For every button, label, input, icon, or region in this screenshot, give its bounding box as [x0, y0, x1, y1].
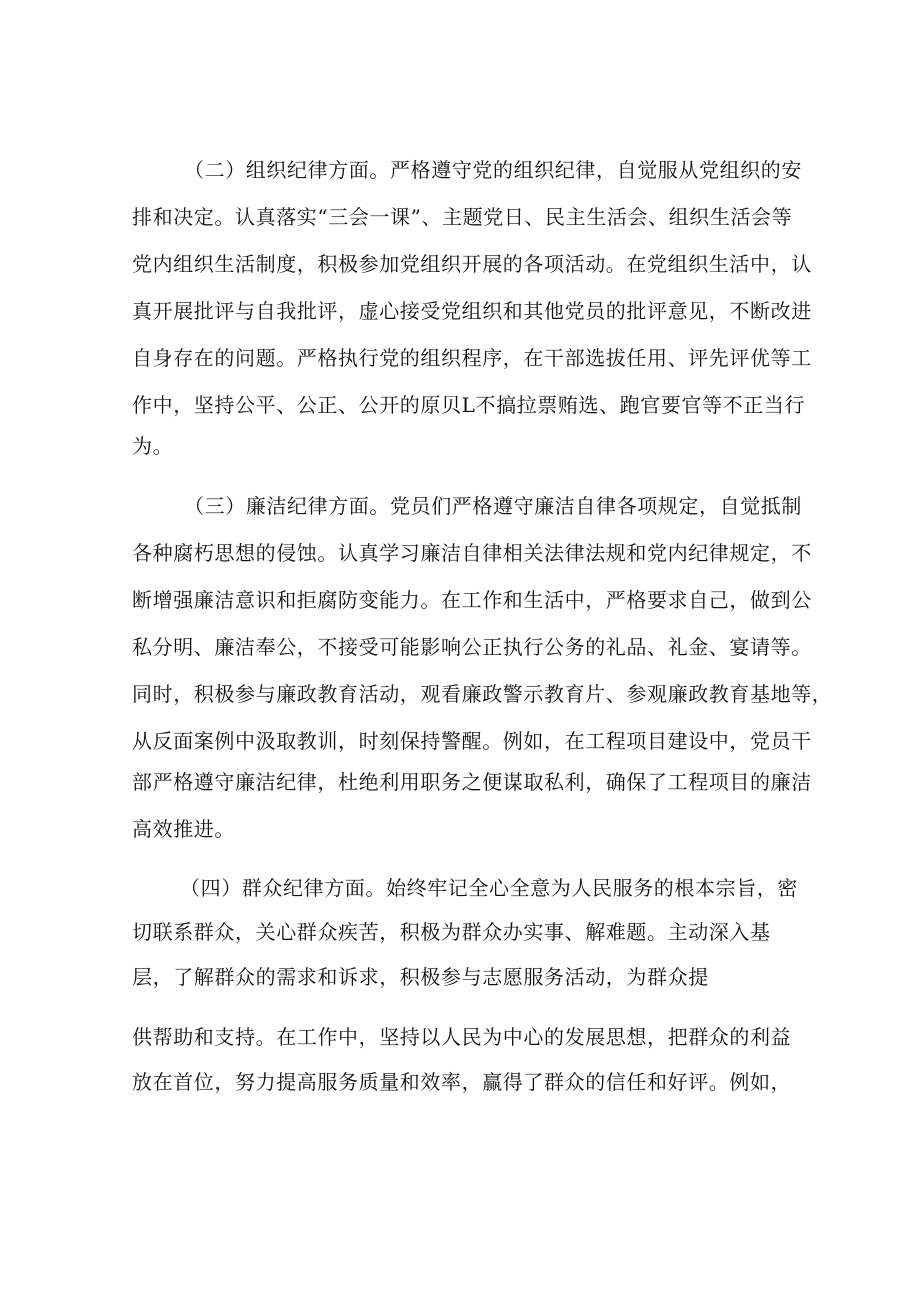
- paragraph-integrity-line-3: 断增强廉洁意识和拒腐防变能力。在工作和生活中，严格要求自己，做到公: [132, 588, 812, 612]
- paragraph-masses-line-3: 层，了解群众的需求和诉求，积极参与志愿服务活动，为群众提: [132, 965, 709, 989]
- paragraph-integrity-line-5: 同时，积极参与廉政教育活动，观看廉政警示教育片、参观廉政教育基地等，: [132, 682, 833, 706]
- paragraph-organization-line-2: 排和决定。认真落实“三会一课”、主题党日、民主生活会、组织生活会等: [132, 205, 793, 229]
- paragraph-masses-line-5: 放在首位，努力提高服务质量和效率，赢得了群众的信任和好评。例如，: [132, 1070, 792, 1094]
- paragraph-integrity-line-7: 部严格遵守廉洁纪律，杜绝利用职务之便谋取私利，确保了工程项目的廉洁: [132, 770, 812, 794]
- paragraph-integrity-line-1: （三）廉洁纪律方面。党员们严格遵守廉洁自律各项规定，自觉抵制: [184, 494, 802, 518]
- paragraph-organization-line-7: 为。: [132, 434, 174, 458]
- paragraph-masses-line-2: 切联系群众，关心群众疾苦，积极为群众办实事、解难题。主动深入基: [132, 920, 771, 944]
- paragraph-organization-line-5: 自身存在的问题。严格执行党的组织程序，在干部选拔任用、评先评优等工: [132, 346, 812, 370]
- paragraph-integrity-line-4: 私分明、廉洁奉公，不接受可能影响公正执行公务的礼品、礼金、宴请等。: [132, 635, 812, 659]
- paragraph-organization-line-3: 党内组织生活制度，积极参加党组织开展的各项活动。在党组织生活中，认: [132, 252, 812, 276]
- paragraph-masses-line-4: 供帮助和支持。在工作中，坚持以人民为中心的发展思想，把群众的利益: [132, 1025, 792, 1049]
- paragraph-organization-line-4: 真开展批评与自我批评，虚心接受党组织和其他党员的批评意见，不断改进: [132, 299, 812, 323]
- paragraph-integrity-line-2: 各种腐朽思想的侵蚀。认真学习廉洁自律相关法律法规和党内纪律规定，不: [132, 541, 812, 565]
- paragraph-integrity-line-6: 从反面案例中汲取教训，时刻保持警醒。例如，在工程项目建设中，党员干: [132, 729, 812, 753]
- paragraph-organization-line-1: （二）组织纪律方面。严格遵守党的组织纪律，自觉服从党组织的安: [184, 158, 802, 182]
- paragraph-masses-line-1: （四）群众纪律方面。始终牢记全心全意为人民服务的根本宗旨，密: [180, 876, 798, 900]
- paragraph-organization-line-6: 作中，坚持公平、公正、公开的原贝L不搞拉票贿选、跑官要官等不正当行: [132, 393, 806, 417]
- paragraph-integrity-line-8: 高效推进。: [132, 817, 235, 841]
